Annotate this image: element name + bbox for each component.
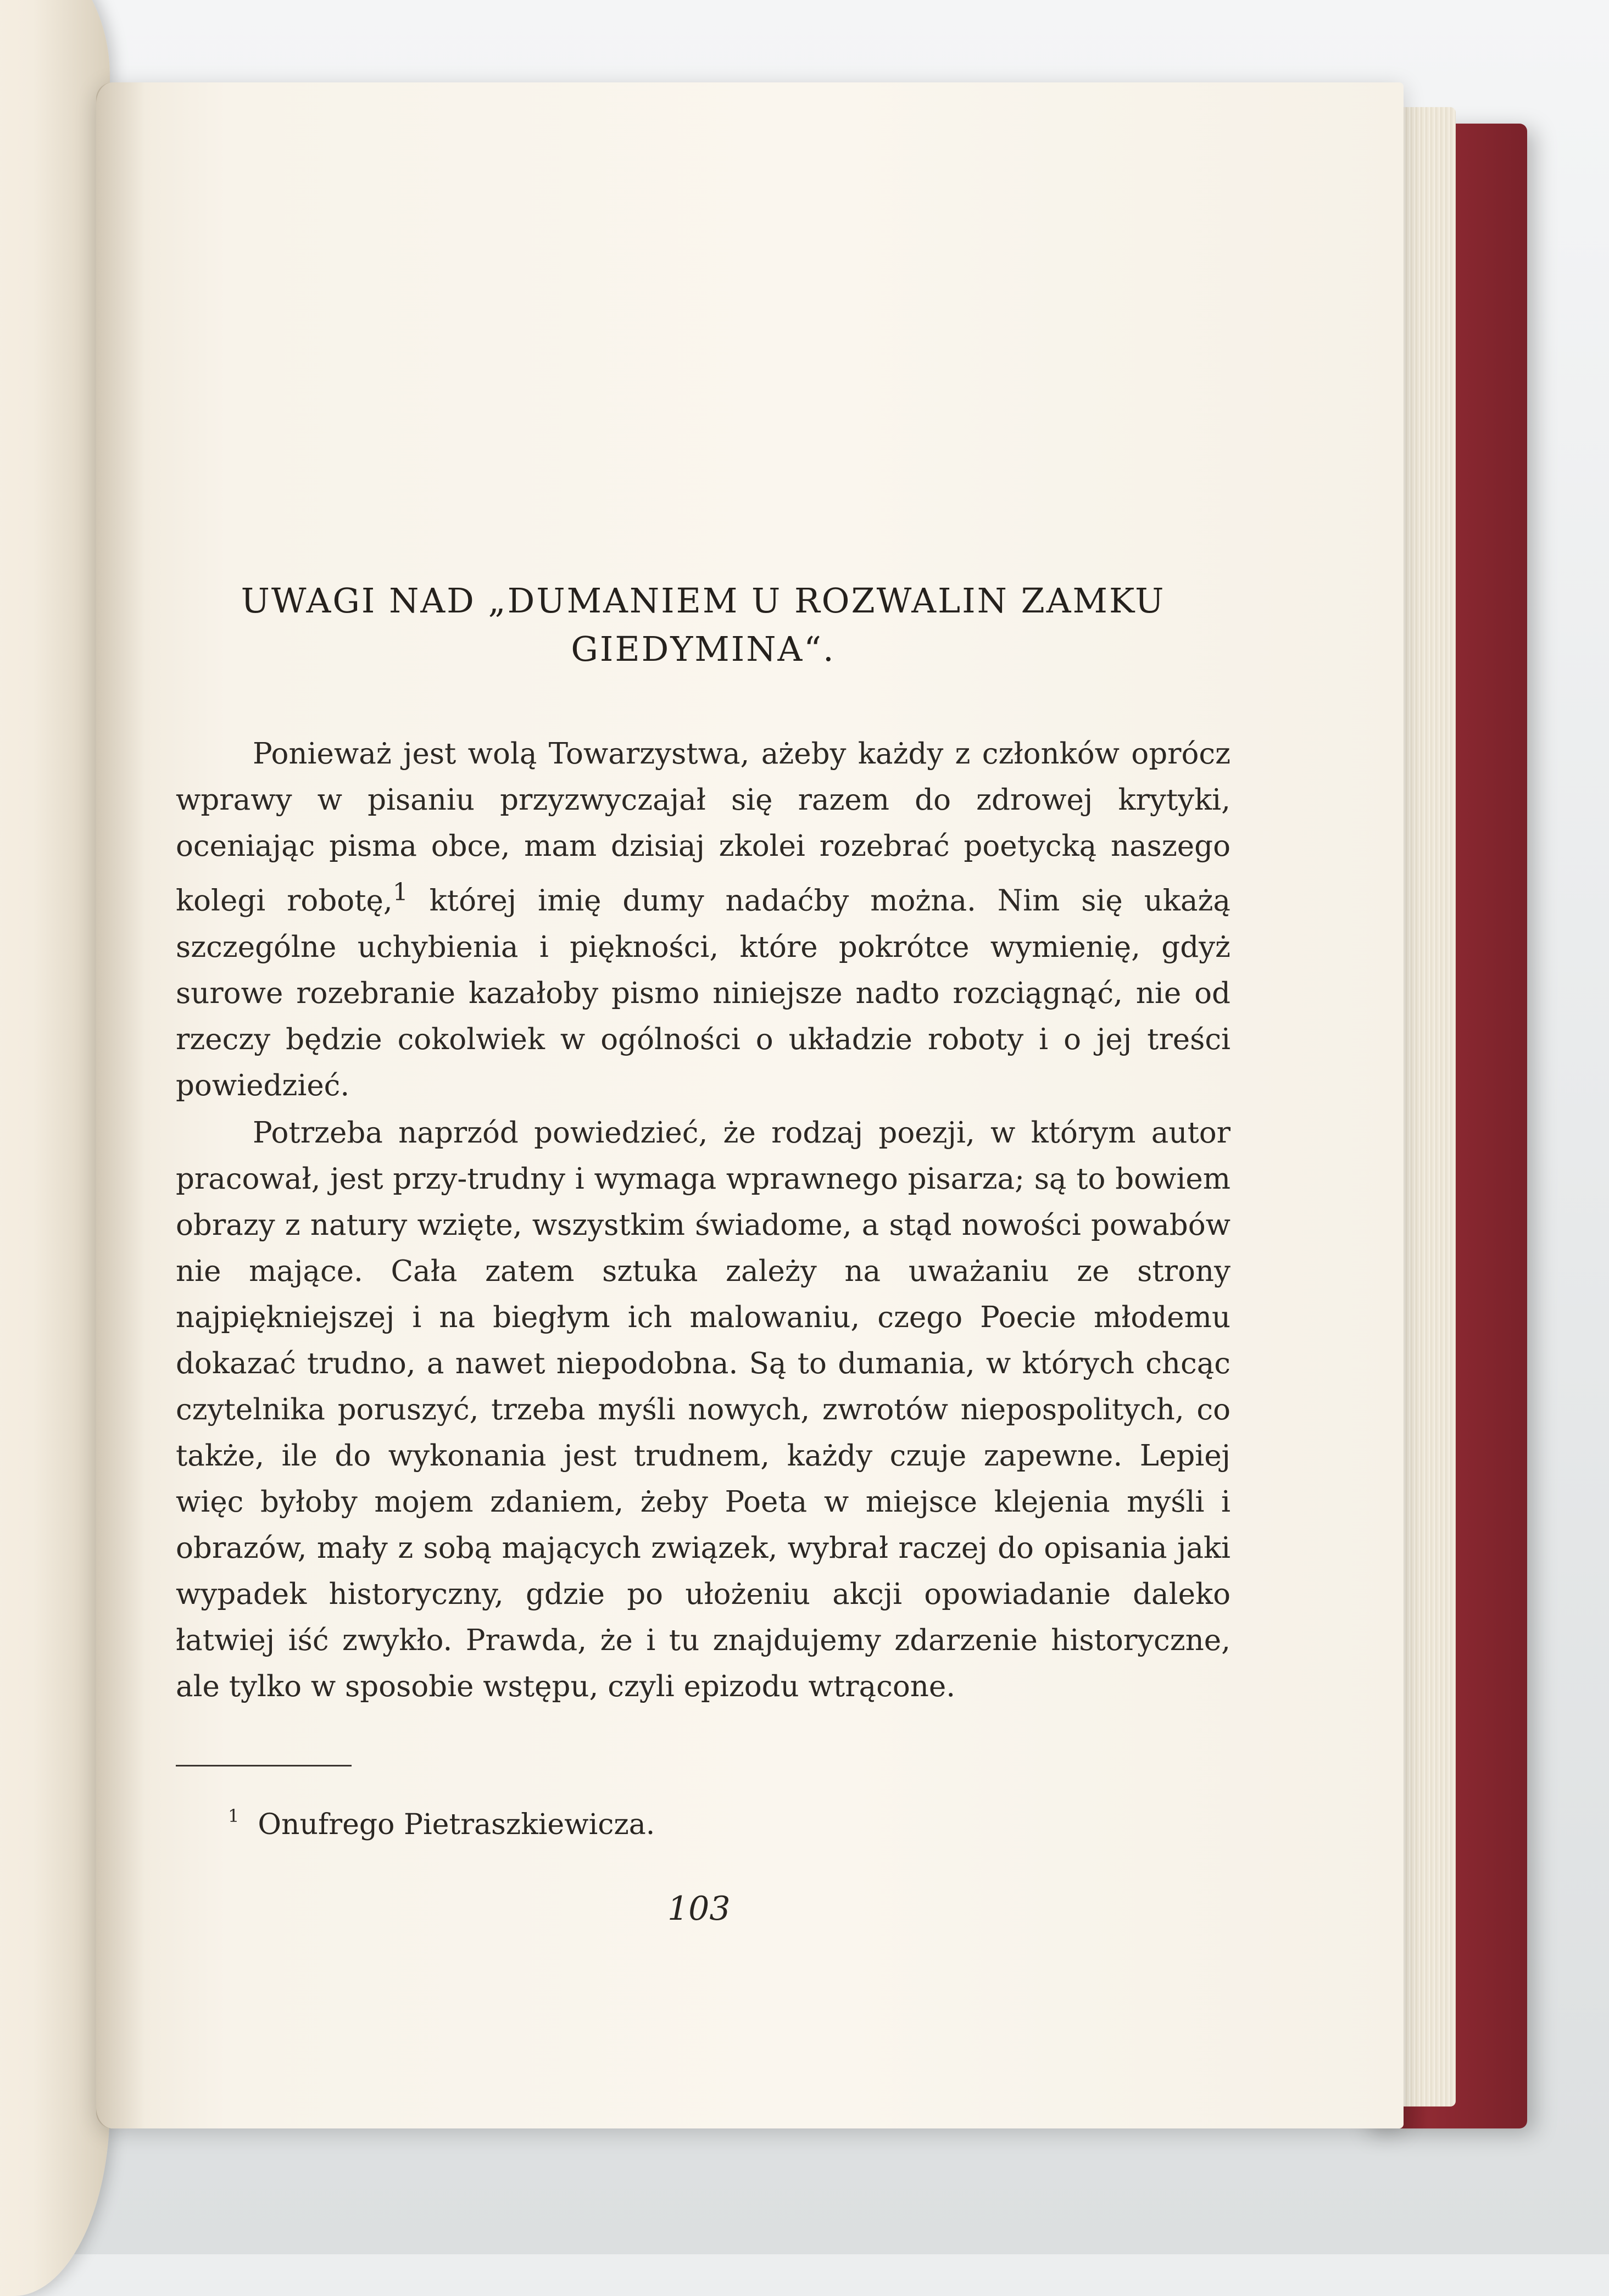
gutter-shadow bbox=[96, 82, 146, 2128]
footnote-marker: 1 bbox=[228, 1805, 240, 1826]
chapter-title-line-2: GIEDYMINA“. bbox=[571, 629, 836, 669]
paragraph-2: Potrzeba naprzód powiedzieć, że rodzaj poezji, w którym autor pracował, jest przy-trudny i wymaga wprawnego pisarza; są to bowiem obrazy z natury wzięte, wszystkim świadome, a stąd nowości powabów nie mające. Cała zatem sztuka zależy na uważaniu ze strony najpiękniejszej i na biegłym ich malowaniu, czego Poecie młodemu dokazać trudno, a nawet niepodobna. Są to dumania, w których chcąc czytelnika poruszyć, trzeba myśli nowych, zwrotów niepospolitych, co także, ile do wykonania jest trudnem, każdy czuje zapewne. Lepiej więc byłoby mojem zdaniem, żeby Poeta w miejsce klejenia myśli i obrazów, mały z sobą mających związek, wybrał raczej do opisania jaki wypadek historyczny, gdzie po ułożeniu akcji opowiadanie daleko łatwiej iść zwykło. Prawda, że i tu znajdujemy zdarzenie historyczne, ale tylko w sposobie wstępu, czyli epizodu wtrącone. bbox=[176, 1116, 1231, 1703]
paragraph-1-text-a: Ponieważ jest wolą Towarzystwa, ażeby każdy z członków oprócz wprawy w pisaniu przyzwyczajał się razem do zdrowej krytyki, oceniając pisma obce, mam dzisiaj zkolei rozebrać poetycką naszego kolegi robotę, bbox=[176, 737, 1231, 918]
body-text bbox=[176, 731, 1231, 1710]
chapter-title-line-1: UWAGI NAD „DUMANIEM U ROZWALIN ZAMKU bbox=[241, 581, 1166, 621]
chapter-title bbox=[176, 577, 1231, 673]
footnote-reference: 1 bbox=[392, 878, 408, 906]
page-number: 103 bbox=[667, 1890, 731, 1928]
paragraph-1-text-b: której imię dumy nadaćby można. Nim się ukażą szczególne uchybienia i piękności, które pokrótce wymienię, gdyż surowe rozebranie kazałoby pismo niniejsze nadto rozciągnąć, nie od rzeczy będzie cokolwiek w ogólności o układzie roboty i o jej treści powiedzieć. bbox=[176, 884, 1231, 1102]
footnote bbox=[176, 1797, 1231, 1844]
left-page-curl bbox=[0, 0, 110, 2296]
footnote-divider bbox=[176, 1765, 352, 1766]
footnote-text: Onufrego Pietraszkiewicza. bbox=[258, 1808, 655, 1841]
paragraph-1 bbox=[176, 731, 1231, 1109]
page-content bbox=[176, 577, 1231, 1844]
